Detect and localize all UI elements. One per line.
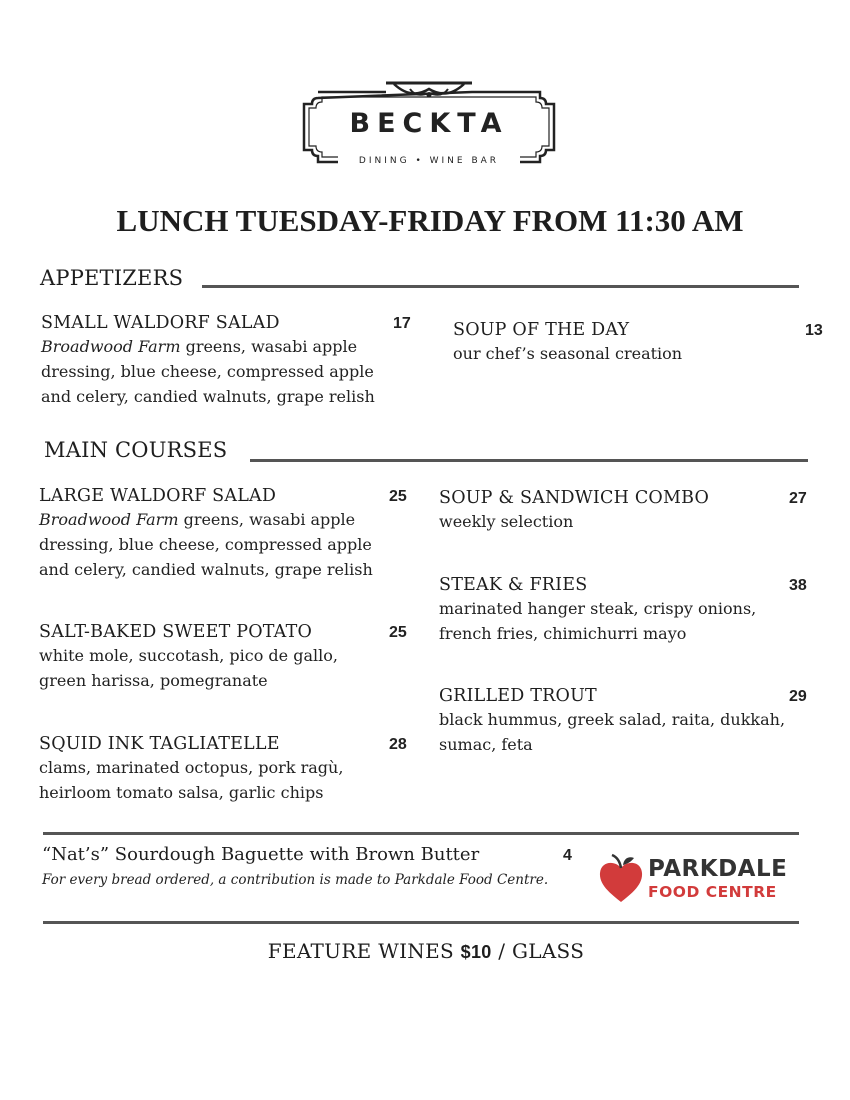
menu-item: [39, 622, 414, 693]
item-description: white mole, succotash, pico de gallo, green harissa, pomegranate: [39, 646, 338, 690]
item-name: SALT-BAKED SWEET POTATO: [39, 622, 312, 642]
parkdale-food-centre-logo: [598, 852, 798, 908]
menu-item: [39, 486, 414, 582]
section-rule: [202, 285, 799, 288]
menu-item: [39, 734, 414, 805]
section-title-main-courses: MAIN COURSES: [44, 438, 228, 462]
item-price: 38: [789, 577, 807, 594]
item-price: 28: [389, 736, 407, 753]
divider-bottom: [43, 921, 799, 924]
bread-note: For every bread ordered, a contribution is made to Parkdale Food Centre.: [42, 872, 549, 888]
beckta-logo: [298, 80, 560, 172]
section-title-appetizers: APPETIZERS: [40, 266, 184, 290]
bread-price: 4: [563, 847, 572, 864]
item-description: marinated hanger steak, crispy onions, french fries, chimichurri mayo: [439, 599, 757, 643]
feature-wines: FEATURE WINES $10 / GLASS: [267, 939, 585, 963]
divider-top: [43, 832, 799, 835]
menu-item: [439, 686, 834, 757]
wine-price: $10: [460, 942, 492, 962]
item-name: SOUP & SANDWICH COMBO: [439, 488, 710, 508]
farm-name: Broadwood Farm: [39, 510, 179, 529]
logo-name: BECKTA: [349, 108, 509, 139]
apple-heart-icon: [598, 852, 644, 904]
item-price: 13: [805, 322, 823, 339]
item-price: 29: [789, 688, 807, 705]
item-price: 25: [389, 488, 407, 505]
item-name: SMALL WALDORF SALAD: [41, 313, 280, 333]
item-name: SOUP OF THE DAY: [453, 320, 630, 340]
menu-item: [439, 575, 829, 646]
logo-tagline: DINING • WINE BAR: [358, 156, 500, 166]
menu-item: [439, 488, 814, 534]
page-title: LUNCH TUESDAY-FRIDAY FROM 11:30 AM: [116, 203, 744, 238]
item-description: clams, marinated octopus, pork ragù, heirloom tomato salsa, garlic chips: [39, 758, 344, 802]
item-description: our chef’s seasonal creation: [453, 344, 683, 363]
partner-name: PARKDALE: [648, 856, 788, 882]
item-description: black hummus, greek salad, raita, dukkah, sumac, feta: [439, 710, 786, 754]
item-name: SQUID INK TAGLIATELLE: [39, 734, 280, 754]
item-description: Broadwood Farm greens, wasabi apple dressing, blue cheese, compressed apple and celery, candied walnuts, grape relish: [41, 337, 375, 406]
farm-name: Broadwood Farm: [41, 337, 181, 356]
menu-item: [41, 313, 416, 409]
item-description: weekly selection: [439, 512, 574, 531]
item-price: 27: [789, 490, 807, 507]
partner-subtitle: FOOD CENTRE: [648, 883, 777, 901]
item-description: Broadwood Farm greens, wasabi apple dressing, blue cheese, compressed apple and celery, candied walnuts, grape relish: [39, 510, 373, 579]
item-price: 17: [393, 315, 411, 332]
menu-item: [453, 320, 828, 366]
item-name: STEAK & FRIES: [439, 575, 588, 595]
section-rule: [250, 459, 808, 462]
item-name: LARGE WALDORF SALAD: [39, 486, 277, 506]
item-name: GRILLED TROUT: [439, 686, 597, 706]
bread-name: “Nat’s” Sourdough Baguette with Brown Butter: [42, 844, 480, 865]
item-price: 25: [389, 624, 407, 641]
